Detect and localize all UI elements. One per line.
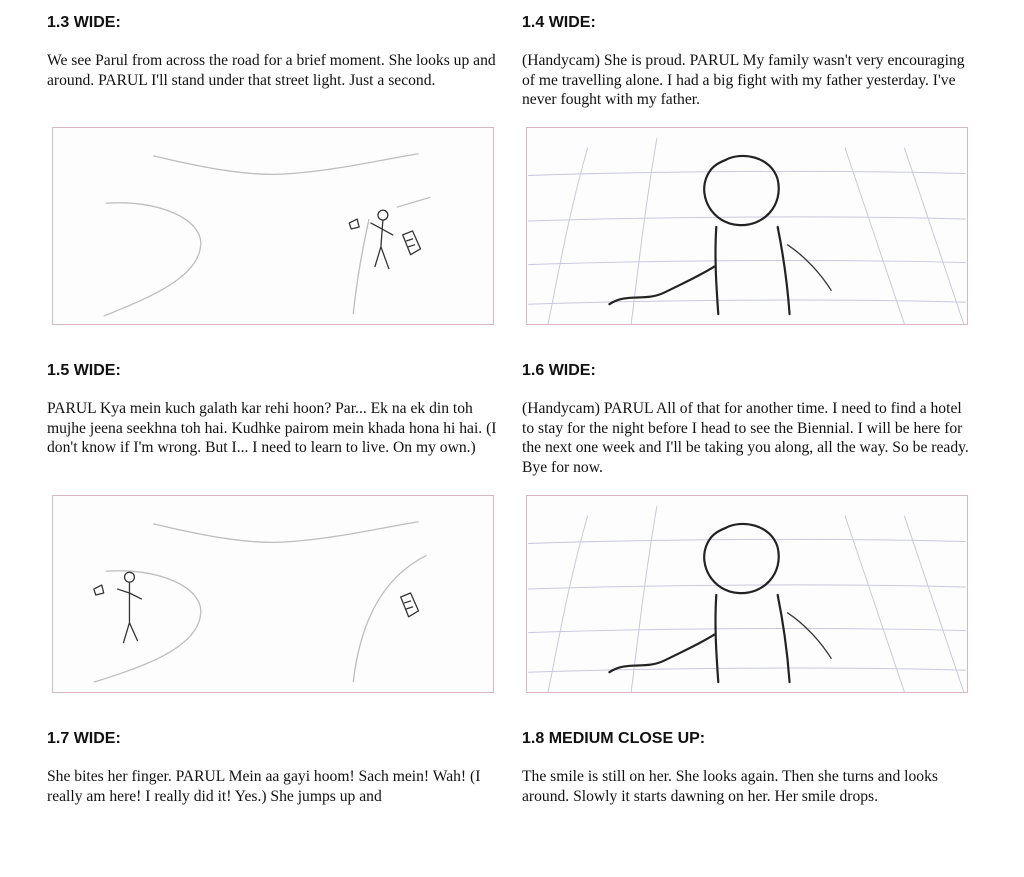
- shot-heading: 1.3 WIDE:: [47, 14, 121, 31]
- shot-heading: 1.6 WIDE:: [522, 362, 596, 379]
- shot-1-6: [522, 361, 968, 477]
- shot-heading: 1.4 WIDE:: [522, 14, 596, 31]
- handycam-sketch: [401, 593, 419, 617]
- shot-heading: 1.5 WIDE:: [47, 362, 121, 379]
- shot-description: We see Parul from across the road for a brief moment. She looks up and around. PARUL I'll stand under that street light. Just a second.: [47, 52, 496, 89]
- shot-1-8: [522, 729, 968, 806]
- street-sketch: [53, 496, 493, 692]
- storyboard-frame-street-wide: [52, 495, 494, 693]
- shot-1-7: [47, 729, 493, 806]
- shot-1-4: [522, 13, 968, 110]
- portrait-sketch: [527, 128, 967, 324]
- shot-description: She bites her finger. PARUL Mein aa gayi hoom! Sach mein! Wah! (I really am here! I really did it! Yes.) She jumps up and: [47, 768, 481, 805]
- portrait-sketch: [527, 496, 967, 692]
- parul-figure: [349, 210, 393, 268]
- storyboard-frame-closeup-handycam: [526, 495, 968, 693]
- shot-1-5: [47, 361, 497, 458]
- storyboard-frame-street-wide: [52, 127, 494, 325]
- shot-description: PARUL Kya mein kuch galath kar rehi hoon? Par... Ek na ek din toh mujhe jeena seekhna toh hai. Kudhke pairom mein khada hona hi hai. (I don't know if I'm wrong. But I... I need to learn to live. On my own.): [47, 400, 497, 457]
- street-sketch: [53, 128, 493, 324]
- parul-figure: [94, 572, 142, 642]
- shot-description: (Handycam) She is proud. PARUL My family wasn't very encouraging of me travelling alone. I had a big fight with my father yesterday. I've never fought with my father.: [522, 52, 965, 109]
- storyboard-frame-closeup-handycam: [526, 127, 968, 325]
- shot-heading: 1.8 MEDIUM CLOSE UP:: [522, 730, 706, 747]
- shot-1-3: [47, 13, 496, 90]
- shot-heading: 1.7 WIDE:: [47, 730, 121, 747]
- shot-description: The smile is still on her. She looks again. Then she turns and looks around. Slowly it starts dawning on her. Her smile drops.: [522, 768, 938, 805]
- shot-description: (Handycam) PARUL All of that for another time. I need to find a hotel to stay for the night before I head to see the Biennial. I will be here for the next one week and I'll be taking you along, all the way. So be ready. Bye for now.: [522, 400, 969, 476]
- handycam-sketch: [403, 231, 421, 255]
